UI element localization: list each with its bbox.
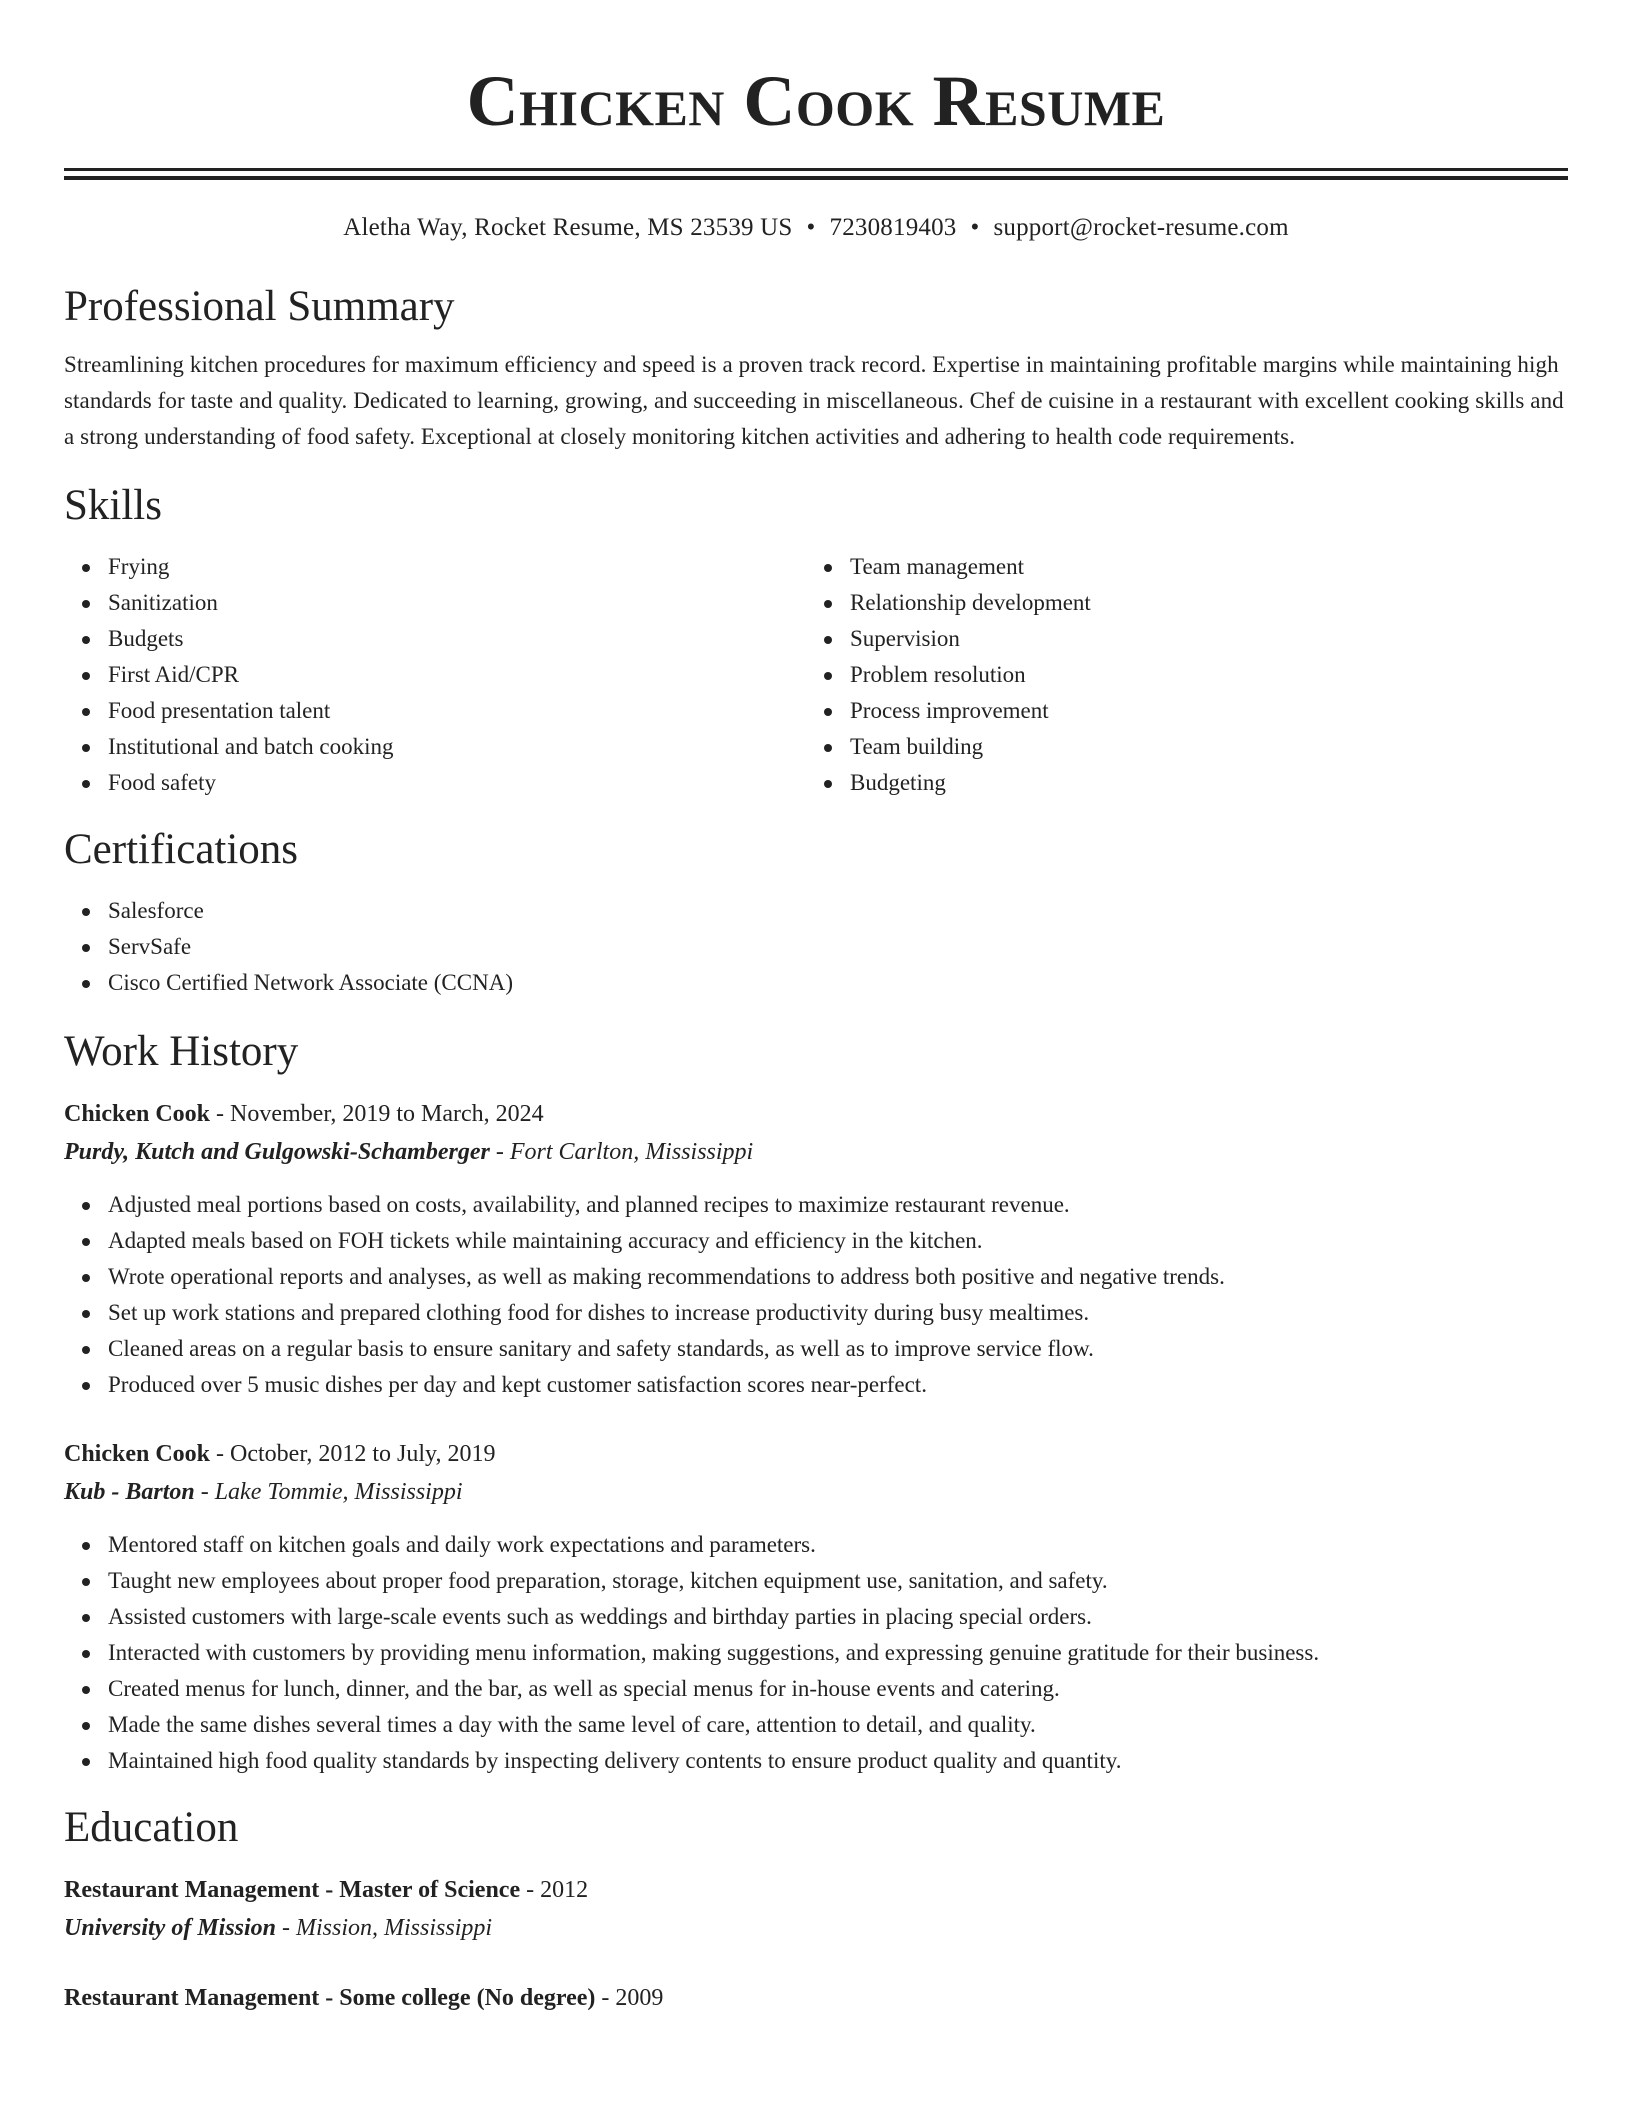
job-company-line: [64, 1133, 1568, 1171]
skill-item: Budgets: [64, 621, 806, 657]
skill-item: Team management: [806, 549, 1548, 585]
skill-item: Food presentation talent: [64, 693, 806, 729]
job-location: - Lake Tommie, Mississippi: [194, 1479, 463, 1505]
skill-item: Relationship development: [806, 585, 1548, 621]
skill-item: Institutional and batch cooking: [64, 729, 806, 765]
skill-item: Sanitization: [64, 585, 806, 621]
job-bullet: Set up work stations and prepared clothing food for dishes to increase productivity during busy mealtimes.: [64, 1295, 1568, 1331]
skill-item: Process improvement: [806, 693, 1548, 729]
certifications-list: [64, 893, 1568, 1001]
education-degree: Restaurant Management - Some college (No degree): [64, 1985, 596, 2011]
job-bullets: [64, 1187, 1568, 1403]
certifications-heading: Certifications: [64, 826, 299, 873]
job-bullet: Produced over 5 music dishes per day and kept customer satisfaction scores near-perfect.: [64, 1367, 1568, 1403]
education-degree-line: [64, 1871, 1568, 1909]
skills-grid: [64, 549, 1568, 801]
job-title: Chicken Cook: [64, 1101, 211, 1127]
contact-line: [64, 212, 1568, 244]
job-bullet: Made the same dishes several times a day with the same level of care, attention to detail, and quality.: [64, 1707, 1568, 1743]
summary-heading: Professional Summary: [64, 283, 455, 330]
skill-item: First Aid/CPR: [64, 657, 806, 693]
contact-address: Aletha Way, Rocket Resume, MS 23539 US: [343, 214, 793, 241]
skill-item: Problem resolution: [806, 657, 1548, 693]
skill-item: Budgeting: [806, 765, 1548, 801]
education-degree: Restaurant Management - Master of Science: [64, 1877, 521, 1903]
job-title-line: [64, 1095, 1568, 1133]
job-company: Purdy, Kutch and Gulgowski-Schamberger: [64, 1139, 490, 1165]
skills-list-left: [64, 549, 806, 801]
skill-item: Supervision: [806, 621, 1548, 657]
skills-heading: Skills: [64, 482, 162, 529]
education-entry: [64, 1871, 1568, 1947]
job-title: Chicken Cook: [64, 1441, 211, 1467]
education-heading: Education: [64, 1804, 239, 1851]
skill-item: Food safety: [64, 765, 806, 801]
job-bullet: Adapted meals based on FOH tickets while maintaining accuracy and efficiency in the kitchen.: [64, 1223, 1568, 1259]
skill-item: Frying: [64, 549, 806, 585]
education-degree-line: [64, 1979, 1568, 2017]
contact-separator: •: [806, 214, 816, 241]
contact-separator: •: [970, 214, 980, 241]
education-location: - Mission, Mississippi: [276, 1915, 493, 1941]
education-entry: [64, 1979, 1568, 2017]
job-bullet: Taught new employees about proper food preparation, storage, kitchen equipment use, sanitation, and safety.: [64, 1563, 1568, 1599]
job-dates: - November, 2019 to March, 2024: [210, 1101, 544, 1127]
skills-list-right: [806, 549, 1548, 801]
job-bullet: Maintained high food quality standards by inspecting delivery contents to ensure product quality and quantity.: [64, 1743, 1568, 1779]
job-dates: - October, 2012 to July, 2019: [210, 1441, 496, 1467]
job-location: - Fort Carlton, Mississippi: [489, 1139, 754, 1165]
certification-item: ServSafe: [64, 929, 1568, 965]
job-title-line: [64, 1435, 1568, 1473]
contact-email: support@rocket-resume.com: [993, 214, 1289, 241]
skill-item: Team building: [806, 729, 1548, 765]
job-company-line: [64, 1473, 1568, 1511]
education-year: - 2012: [520, 1877, 589, 1903]
education-school: University of Mission: [64, 1915, 277, 1941]
title-divider-bottom: [64, 176, 1568, 180]
job-entry: [64, 1095, 1568, 1403]
job-bullet: Created menus for lunch, dinner, and the bar, as well as special menus for in-house events and catering.: [64, 1671, 1568, 1707]
job-bullet: Adjusted meal portions based on costs, availability, and planned recipes to maximize restaurant revenue.: [64, 1187, 1568, 1223]
job-bullet: Interacted with customers by providing menu information, making suggestions, and expressing genuine gratitude for their business.: [64, 1635, 1568, 1671]
certification-item: Salesforce: [64, 893, 1568, 929]
job-bullet: Assisted customers with large-scale events such as weddings and birthday parties in placing special orders.: [64, 1599, 1568, 1635]
job-company: Kub - Barton: [64, 1479, 195, 1505]
job-entry: [64, 1435, 1568, 1779]
resume-page: [64, 0, 1568, 2017]
resume-title: Chicken Cook Resume: [466, 61, 1166, 141]
education-school-line: [64, 1909, 1568, 1947]
summary-text: Streamlining kitchen procedures for maximum efficiency and speed is a proven track record. Expertise in maintaining profitable margins while maintaining high standards for taste and quality. Dedicated to learning, growing, and succeeding in miscellaneous. Chef de cuisine in a restaurant with excellent cooking skills and a strong understanding of food safety. Exceptional at closely monitoring kitchen activities and adhering to health code requirements.: [64, 352, 1564, 449]
job-bullet: Cleaned areas on a regular basis to ensure sanitary and safety standards, as well as to improve service flow.: [64, 1331, 1568, 1367]
certification-item: Cisco Certified Network Associate (CCNA): [64, 965, 1568, 1001]
work-history-heading: Work History: [64, 1028, 299, 1075]
contact-phone: 7230819403: [829, 214, 957, 241]
job-bullet: Mentored staff on kitchen goals and daily work expectations and parameters.: [64, 1527, 1568, 1563]
job-bullet: Wrote operational reports and analyses, as well as making recommendations to address both positive and negative trends.: [64, 1259, 1568, 1295]
title-divider-top: [64, 168, 1568, 171]
education-year: - 2009: [595, 1985, 664, 2011]
job-bullets: [64, 1527, 1568, 1779]
